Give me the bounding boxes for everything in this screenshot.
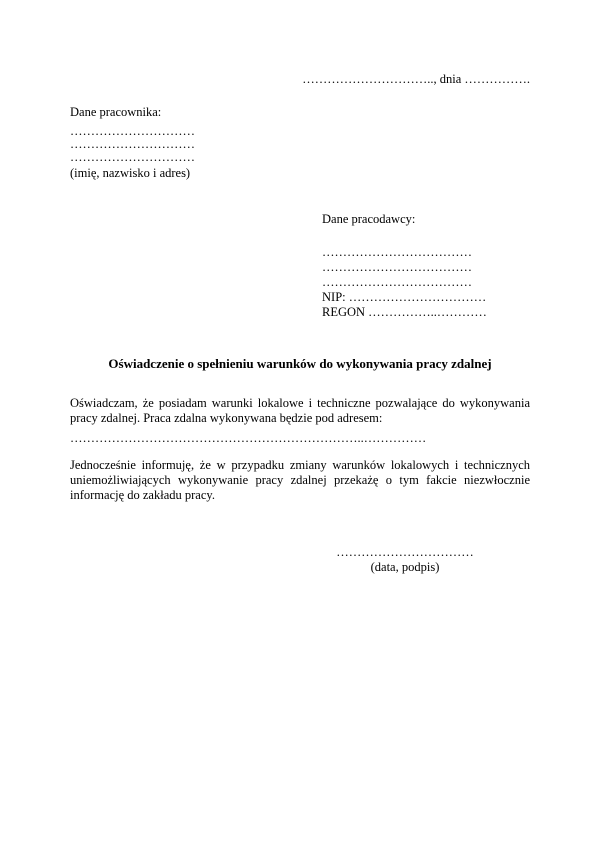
notification-paragraph: Jednocześnie informuję, że w przypadku zmiany warunków lokalowych i technicznych uniemożliwiających wykonywanie pracy zdalnej przekażę o tym fakcie niezwłocznie informację do zakładu pracy. [70,458,530,502]
employer-nip-line: NIP: …………………………… [322,290,487,304]
employer-data-label: Dane pracodawcy: [322,212,416,226]
employer-regon-line: REGON ……………..………… [322,305,487,319]
signature-fill-line: …………………………… [336,545,474,559]
employee-fill-line: ………………………… [70,124,195,138]
employer-fill-line: ……………………………… [322,260,472,274]
address-fill-line: ……………………………………………………………..…………… [70,431,427,445]
employee-fill-line: ………………………… [70,137,195,151]
employee-fill-line: ………………………… [70,150,195,164]
employee-data-label: Dane pracownika: [70,105,162,119]
employer-fill-line: ……………………………… [322,275,472,289]
signature-caption: (data, podpis) [370,560,440,574]
employee-caption: (imię, nazwisko i adres) [70,166,191,180]
employer-fill-line: ……………………………… [322,245,472,259]
document-title: Oświadczenie o spełnieniu warunków do wykonywania pracy zdalnej [108,356,492,371]
employer-fill-lines [322,245,487,320]
signature-block [280,545,530,575]
employee-fill-lines [70,125,195,164]
date-line: ………………………….., dnia ……………. [302,72,530,86]
declaration-paragraph: Oświadczam, że posiadam warunki lokalowe i techniczne pozwalające do wykonywania pracy zdalnej. Praca zdalna wykonywana będzie pod adresem: [70,396,530,425]
